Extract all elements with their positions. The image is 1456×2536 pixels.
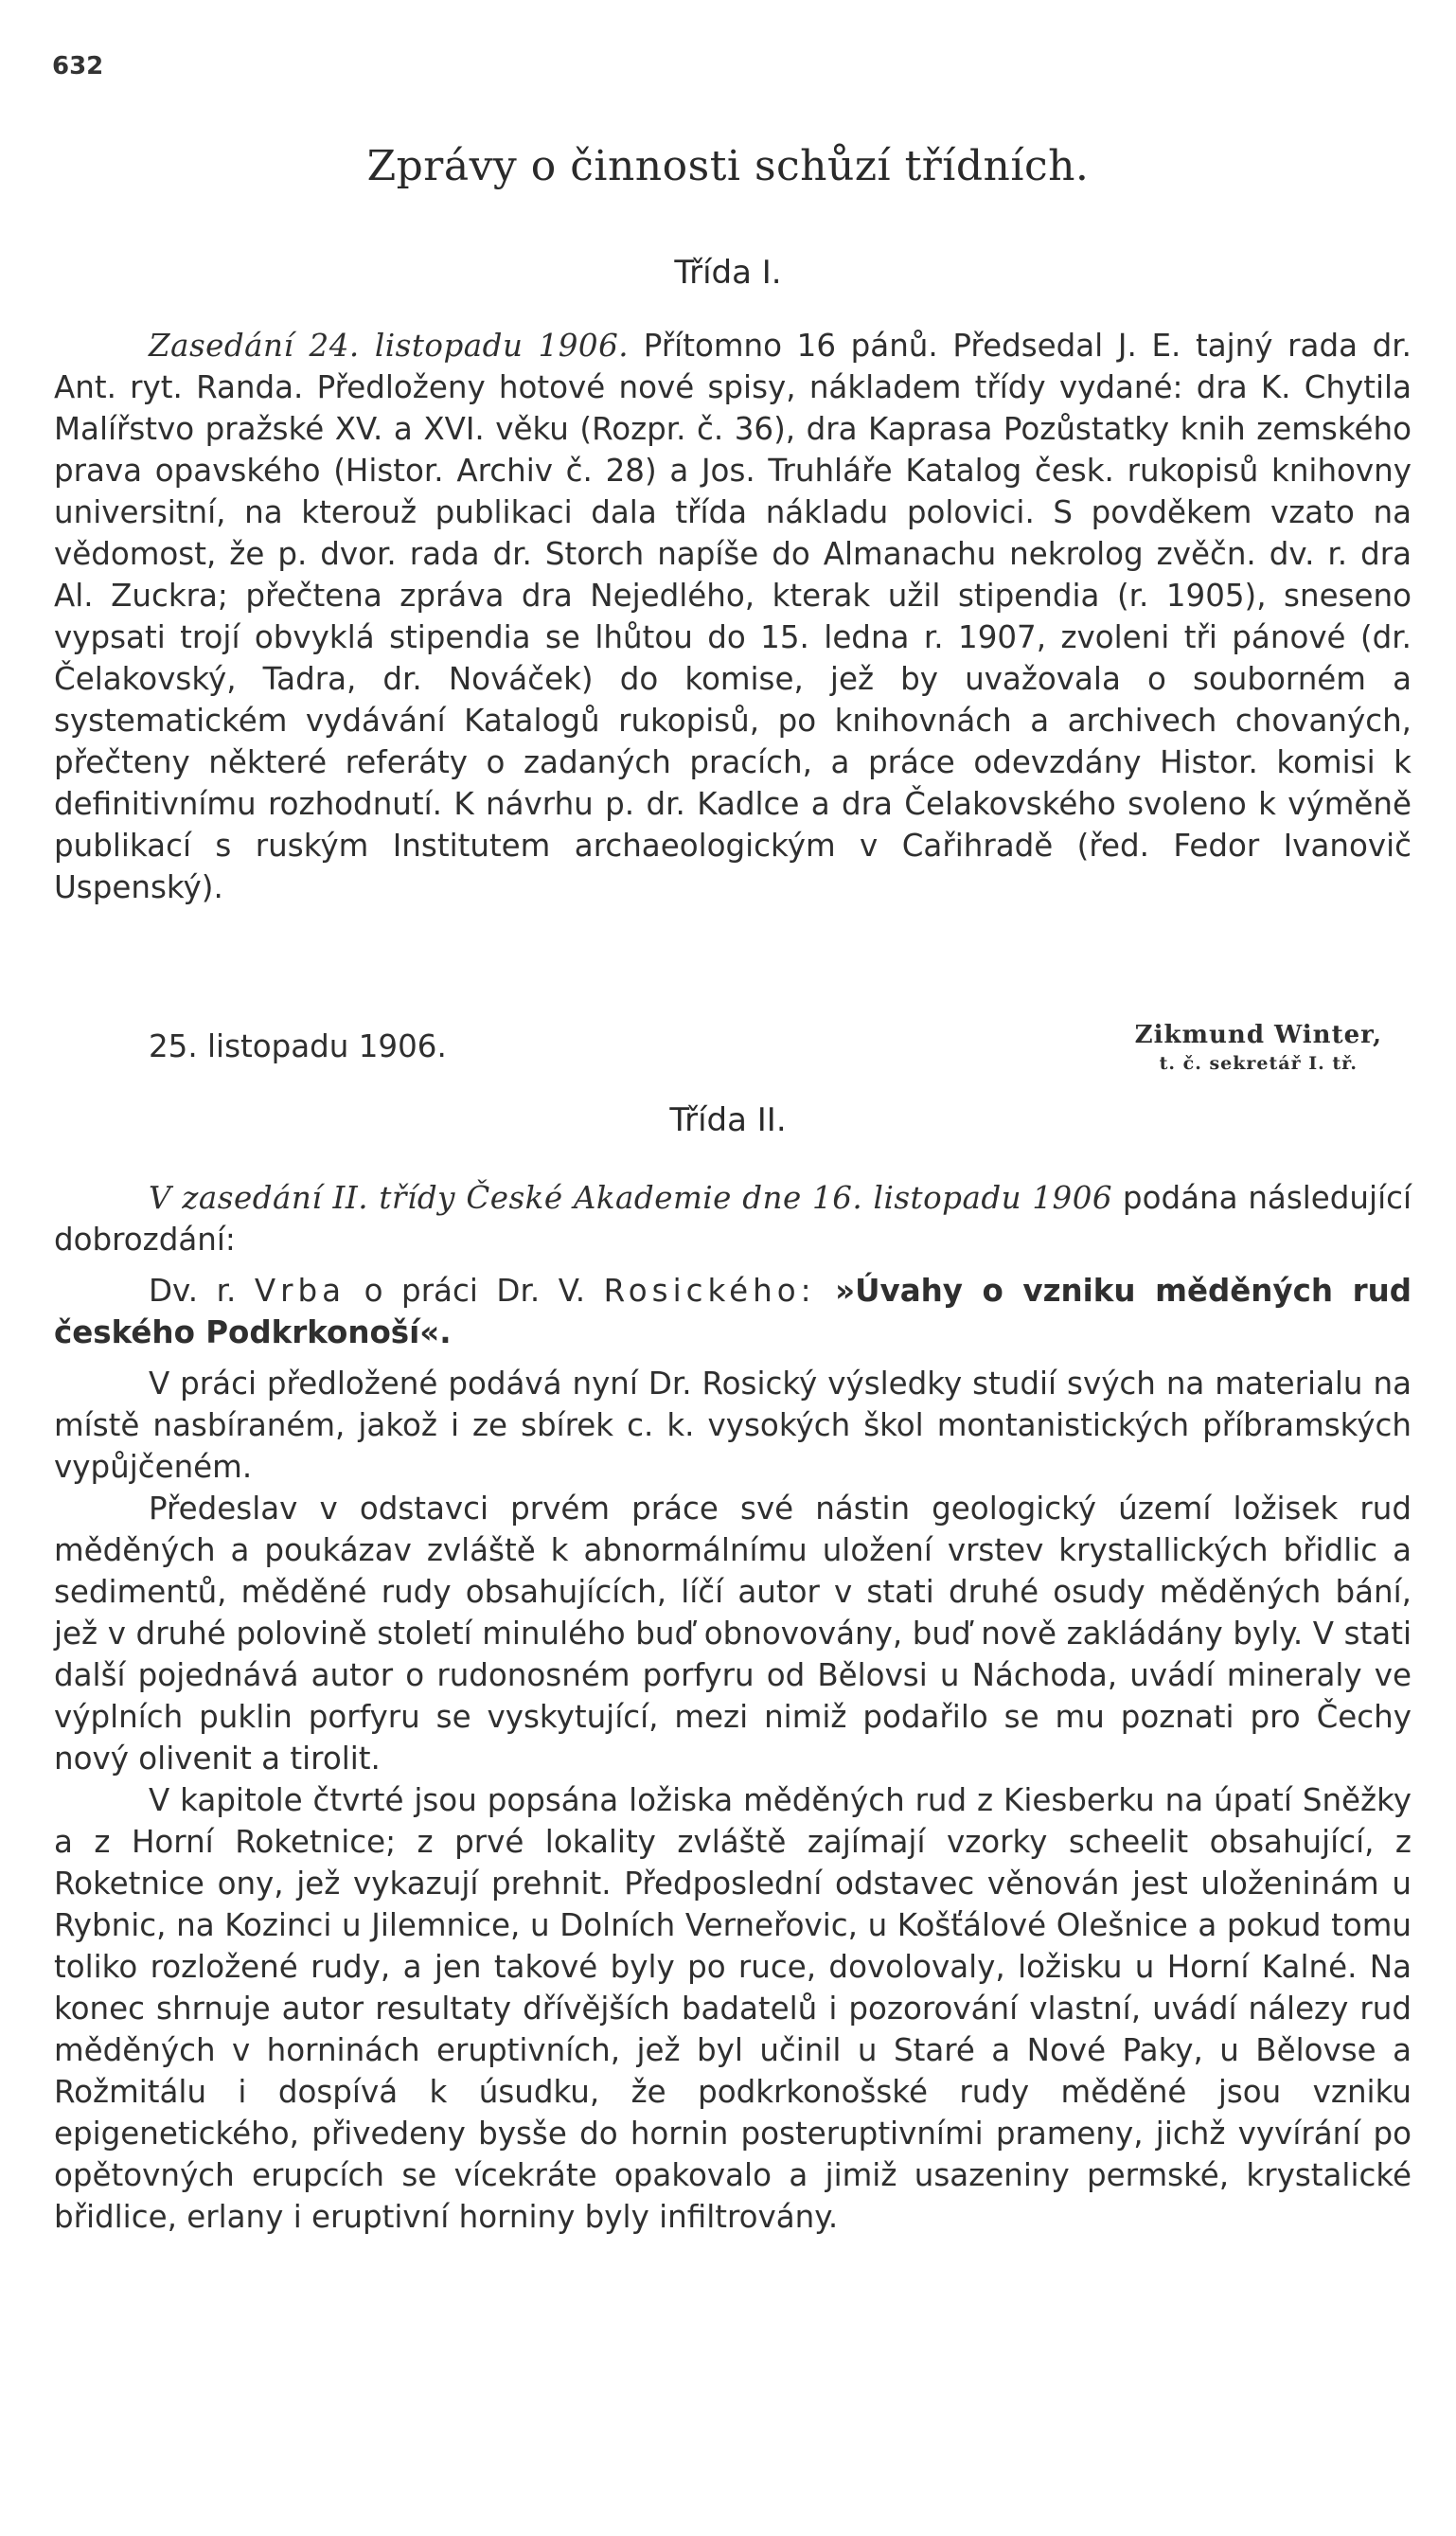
opinion-subject: Rosického: bbox=[603, 1273, 816, 1309]
opinion-prefix: Dv. r. bbox=[149, 1273, 255, 1309]
opinion-author: Vrba bbox=[254, 1273, 346, 1309]
class-2-session-date: V zasedání II. třídy České Akademie dne 16. listopadu 1906 bbox=[149, 1180, 1113, 1216]
secretary-signature bbox=[1135, 1021, 1382, 1078]
class-1-report-paragraph bbox=[54, 325, 1412, 908]
class-1-session-date: Zasedání 24. listopadu 1906. bbox=[149, 328, 630, 364]
class-1-signature bbox=[0, 1021, 1456, 1097]
class-1-report bbox=[54, 325, 1412, 908]
secretary-name: Zikmund Winter, bbox=[1134, 1021, 1382, 1049]
class-2-report bbox=[54, 1177, 1412, 2238]
opinion-mid: o práci Dr. V. bbox=[346, 1273, 604, 1309]
class-2-session-rest: podána následující dobrozdání: bbox=[54, 1180, 1412, 1258]
paragraph-3: V kapitole čtvrté jsou popsána ložiska měděných rud z Kiesberku na úpatí Sněžky a z Horní Roketnice; z prvé lokality zvláště zajímají vzorky scheelit obsahující, z Roketnice ony, jež vykazují prehnit. Předposlední odstavec věnován jest uloženinám u Rybnic, na Kozinci u Jilemnice, u Dolních Verneřovic, u Košťálové Olešnice a pokud tomu toliko rozložené rudy, a jen takové byly po ruce, dovolovaly, ložisku u Horní Kalné. Na konec shrnuje autor resultaty dřívějších badatelů i pozorování vlastní, uvádí nálezy rud měděných v horninách eruptivních, jež byl učinil u Staré a Nové Paky, u Bělovse a Rožmitálu i dospívá k úsudku, že podkrkonošské rudy měděné jsou vzniku epigenetického, přivedeny bysše do hornin posteruptivními prameny, jichž vyvírání po opětovných erupcích se vícekráte opakovalo a jimiž usazeniny permské, krystalické břidlice, erlany i eruptivní horniny byly infiltrovány. bbox=[54, 1782, 1412, 2235]
page-title: Zprávy o činnosti schůzí třídních. bbox=[366, 142, 1090, 190]
page-number: 632 bbox=[52, 52, 104, 80]
class-2-heading: Třída II. bbox=[669, 1101, 787, 1139]
class-1-date: 25. listopadu 1906. bbox=[149, 1028, 447, 1064]
paragraph-2: Předeslav v odstavci prvém práce své nástin geologický území ložisek rud měděných a poukázav zvláště k abnormálnímu uložení vrstev krystallických břidlic a sedimentů, měděné rudy obsahujících, líčí autor v stati druhé osudy měděných bání, jež v druhé polovině století minulého buď obnovovány, buď nově zakládány byly. V stati další pojednává autor o rudonosném porfyru od Bělovsi u Náchoda, uvádí mineraly ve výplních puklin porfyru se vyskytující, mezi nimiž podařilo se mu poznati pro Čechy nový olivenit a tirolit. bbox=[54, 1491, 1412, 1777]
class-1-report-text: Přítomno 16 pánů. Předsedal J. E. tajný rada dr. Ant. ryt. Randa. Předloženy hotové nové spisy, nákladem třídy vydané: dra K. Chytila Malířstvo pražské XV. a XVI. věku (Rozpr. č. 36), dra Kaprasa Pozůstatky knih zemského prava opavského (Histor. Archiv č. 28) a Jos. Truhláře Katalog česk. rukopisů knihovny universitní, na kterouž publikaci dala třída nákladu polovici. S povděkem vzato na vědomost, že p. dvor. rada dr. Storch napíše do Almanachu nekrolog zvěčn. dv. r. dra Al. Zuckra; přečtena zpráva dra Nejedlého, kterak užil stipendia (r. 1905), sneseno vypsati trojí obvyklá stipendia se lhůtou do 15. ledna r. 1907, zvoleni tři pánové (dr. Čelakovský, Tadra, dr. Nováček) do komise, jež by uvažovala o souborném a systematickém vydávání Katalogů rukopisů, po knihovnách a archivech chovaných, přečteny některé referáty o zadaných pracích, a práce odevzdány Histor. komisi k definitivnímu rozhodnutí. K návrhu p. dr. Kadlce a dra Čelakovského svoleno k výměně publikací s ruským Institutem archaeologickým v Cařihradě (řed. Fedor Ivanovič Uspenský). bbox=[54, 328, 1412, 905]
secretary-role: t. č. sekretář I. tř. bbox=[1159, 1053, 1358, 1074]
opinion-title: »Úvahy o vzniku měděných rud českého Podkrkonoší«. bbox=[54, 1273, 1412, 1350]
class-2-intro bbox=[54, 1177, 1412, 1260]
paragraph-1: V práci předložené podává nyní Dr. Rosický výsledky studií svých na materialu na místě nasbíraném, jakož i ze sbírek c. k. vysokých škol montanistických příbramských vypůjčeném. bbox=[54, 1366, 1412, 1485]
opinion-heading bbox=[54, 1270, 1412, 1353]
class-1-heading: Třída I. bbox=[674, 254, 782, 292]
